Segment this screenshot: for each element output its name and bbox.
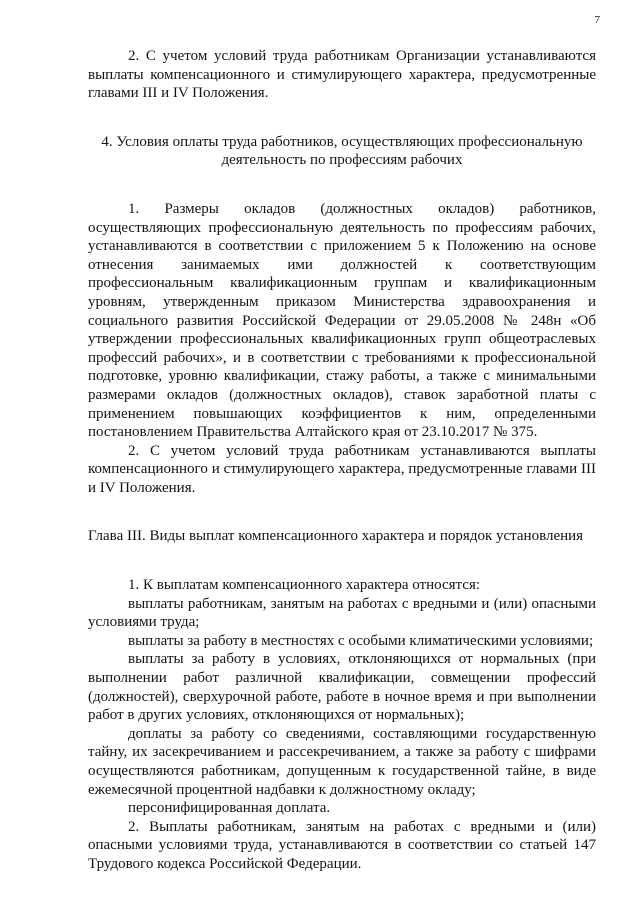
paragraph-salary-sizes: 1. Размеры окладов (должностных окладов) работников, осуществляющих профессиональную деятельность по профессиям рабочих, устанавливаются в соответствии с приложением 5 к Положению на основе отнесения занимаемых ими должностей к соответствующим профессиональным квалификационным группам и квалификационным уровням, утвержденным приказом Министерства здравоохранения и социального развития Российской Федерации от 29.05.2008 № 248н «Об утверждении профессиональных квалификационных групп общеотраслевых профессий рабочих», и в соответствии с требованиями к профессиональной подготовке, уровню квалификации, стажу работы, а также с минимальными размерами окладов (должностных окладов), ставок заработной платы с применением повышающих коэффициентов к ним, определенными постановлением Правительства Алтайского края от 23.10.2017 № 375. [88, 200, 596, 441]
chapter-heading-compensation: Глава III. Виды выплат компенсационного характера и порядок установления [88, 528, 584, 545]
section-heading-workers-pay: 4. Условия оплаты труда работников, осуществляющих профессиональную деятельность по профессиям рабочих [101, 133, 583, 169]
paragraph-organization-payments: 2. С учетом условий труда работникам Организации устанавливаются выплаты компенсационного и стимулирующего характера, предусмотренные главами III и IV Положения. [88, 48, 596, 102]
document-body [88, 47, 596, 874]
paragraph-hazardous-payments: 2. Выплаты работникам, занятым на работах с вредными и (или) опасными условиями труда, устанавливаются в соответствии со статьей 147 Трудового кодекса Российской Федерации. [88, 818, 596, 872]
list-item-state-secret-allowance: доплаты за работу со сведениями, составляющими государственную тайну, их засекречиванием и рассекречиванием, а также за работу с шифрами осуществляются работникам, допущенным к государственной тайне, в виде ежемесячной процентной надбавки к должностному окладу; [88, 725, 596, 798]
paragraph-worker-payments: 2. С учетом условий труда работникам устанавливаются выплаты компенсационного и стимулирующего характера, предусмотренные главами III и IV Положения. [88, 442, 596, 496]
paragraph-compensation-types: 1. К выплатам компенсационного характера относятся: [128, 577, 481, 594]
list-item-personalized-allowance: персонифицированная доплата. [128, 800, 331, 817]
page-number: 7 [594, 14, 600, 26]
list-item-climatic-conditions: выплаты за работу в местностях с особыми климатическими условиями; [128, 632, 594, 649]
list-item-hazardous-conditions: выплаты работникам, занятым на работах с вредными и (или) опасными условиями труда; [88, 595, 596, 631]
list-item-abnormal-conditions: выплаты за работу в условиях, отклоняющихся от нормальных (при выполнении работ различной квалификации, совмещении профессий (должностей), сверхурочной работе, работе в ночное время и при выполнении работ в других условиях, отклоняющихся от нормальных); [88, 651, 596, 724]
